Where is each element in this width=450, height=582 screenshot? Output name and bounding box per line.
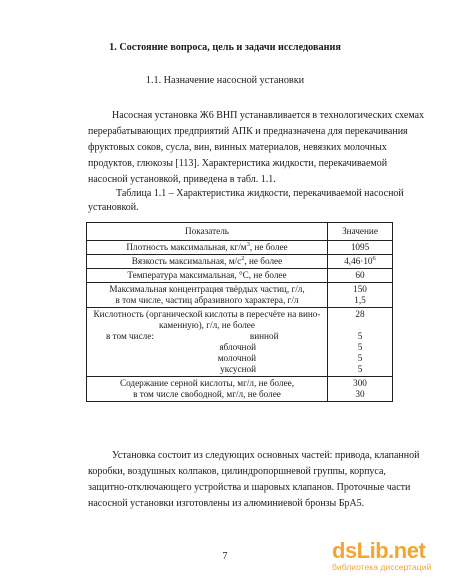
acid-malic-value: 5 — [357, 342, 363, 352]
row-value-viscosity — [328, 255, 393, 269]
sulfur-line: в том числе свободной, мг/л, не более — [133, 389, 281, 399]
watermark-logo-text: dsLib.net — [332, 538, 426, 563]
watermark-subtitle: библиотека диссертаций — [332, 562, 432, 572]
paragraph-line: фруктовых соков, сусла, вин, винных материалов, невязких молочных — [88, 142, 387, 153]
row-label-acidity — [87, 308, 328, 377]
section-heading: 1. Состояние вопроса, цель и задачи исследования — [109, 42, 341, 53]
row-value-sulfur — [328, 377, 393, 402]
intro-paragraph — [88, 108, 425, 188]
paragraph-line: перерабатывающих предприятий АПК и предназначена для перекачивания — [88, 126, 408, 137]
row-label-density — [87, 241, 328, 255]
acid-lactic-value: 5 — [357, 353, 363, 363]
acidity-line: Кислотность (органической кислоты в пересчёте на вино- — [93, 309, 321, 319]
table-row — [87, 308, 393, 377]
table-row — [87, 241, 393, 255]
subsection-heading: 1.1. Назначение насосной установки — [145, 75, 305, 86]
sulfur-free-value: 30 — [355, 389, 365, 399]
table-row — [87, 255, 393, 269]
acid-acetic-label: уксусной — [220, 364, 256, 374]
caption-line: установкой. — [88, 202, 139, 213]
dslib-watermark-logo[interactable] — [332, 540, 442, 578]
viscosity-value-exponent: 6 — [372, 254, 376, 262]
row-value-density: 1095 — [328, 241, 393, 255]
acid-tartaric-value: 5 — [357, 331, 363, 341]
density-label: Плотность максимальная, кг/м — [126, 242, 247, 252]
caption-line: Таблица 1.1 – Характеристика жидкости, перекачиваемой насосной — [116, 188, 404, 199]
paragraph-line: коробки, воздушных колпаков, цилиндропоршневой группы, корпуса, — [88, 466, 386, 477]
viscosity-label: Вязкость максимальная, м/с — [131, 256, 242, 266]
paragraph-line: продуктов, глюкозы [113]. Характеристика жидкости, перекачиваемой — [88, 158, 388, 169]
table-row — [87, 377, 393, 402]
solids-value: 150 — [353, 284, 367, 294]
row-label-viscosity — [87, 255, 328, 269]
paragraph-line: защитно-отключающего устройства и шаровых клапанов. Проточные части — [88, 482, 411, 493]
paragraph-line: насосной установкой, приведена в табл. 1.1. — [88, 174, 276, 185]
abrasive-value: 1,5 — [354, 295, 366, 305]
solids-line: Максимальная концентрация твёрдых частиц, г/л, — [109, 284, 305, 294]
paragraph-line: насосной установки изготовлены из алюминиевой бронзы БрА5. — [88, 498, 365, 509]
column-header-value: Значение — [328, 223, 393, 241]
row-label-temperature: Температура максимальная, °С, не более — [87, 269, 328, 283]
paragraph-line: Установка состоит из следующих основных частей: привода, клапанной — [112, 450, 420, 461]
table-caption — [88, 187, 404, 215]
liquid-properties-table — [86, 222, 393, 402]
viscosity-value: 4,46·10 — [344, 256, 373, 266]
acid-malic-label: яблочной — [219, 342, 256, 352]
density-label-tail: , не более — [249, 242, 288, 252]
sulfur-total-value: 300 — [353, 378, 367, 388]
paragraph-line: Насосная установка Ж6 ВНП устанавливается в технологических схемах — [112, 110, 425, 121]
row-label-sulfur — [87, 377, 328, 402]
acidity-including-label: в том числе: — [106, 331, 154, 341]
acidity-including-line — [90, 331, 324, 342]
acid-tartaric-label: винной — [249, 331, 279, 341]
viscosity-unit-exponent: 2 — [241, 254, 245, 262]
row-label-solids — [87, 283, 328, 308]
table-row — [87, 283, 393, 308]
viscosity-label-tail: , не более — [244, 256, 283, 266]
table-row — [87, 269, 393, 283]
table-header-row — [87, 223, 393, 241]
components-paragraph — [88, 448, 420, 512]
acid-lactic-label: молочной — [217, 353, 256, 363]
page-number: 7 — [222, 551, 228, 562]
row-value-acidity — [328, 308, 393, 377]
solids-line: в том числе, частиц абразивного характера, г/л — [115, 295, 299, 305]
acid-acetic-value: 5 — [357, 364, 363, 374]
row-value-temperature: 60 — [328, 269, 393, 283]
sulfur-line: Содержание серной кислоты, мг/л, не более, — [119, 378, 295, 388]
acidity-value: 28 — [355, 309, 365, 319]
column-header-name: Показатель — [87, 223, 328, 241]
density-unit-exponent: 3 — [246, 240, 250, 248]
acidity-line: каменную), г/л, не более — [159, 320, 255, 330]
row-value-solids — [328, 283, 393, 308]
